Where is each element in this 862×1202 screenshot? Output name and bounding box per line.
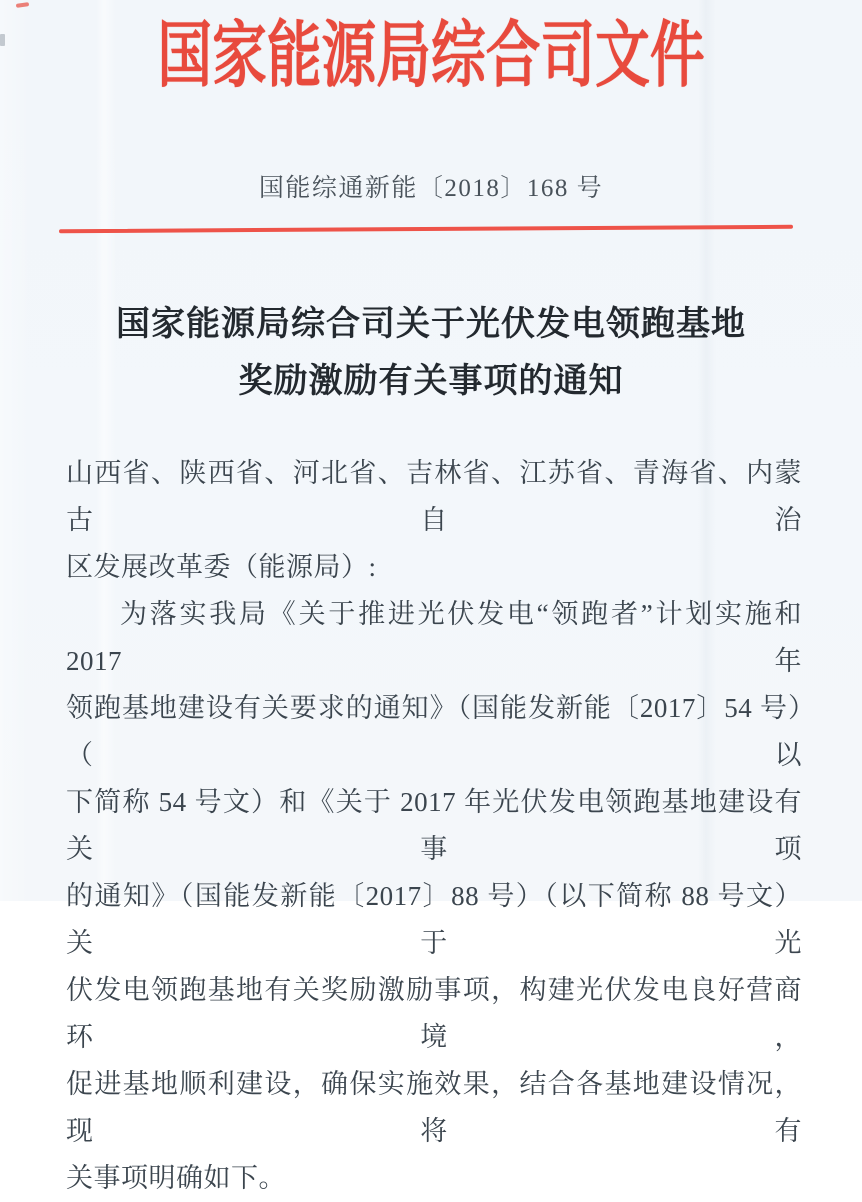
document-body (66, 450, 802, 1202)
document-number: 国能综通新能〔2018〕168 号 (258, 175, 604, 202)
paragraph-line-5: 伏发电领跑基地有关奖励激励事项，构建光伏发电良好营商环境， (66, 975, 802, 1052)
addressee-line-2: 区发展改革委（能源局）: (66, 552, 377, 582)
scan-artifact-red-dash (16, 2, 29, 8)
document-title (0, 296, 862, 410)
document-title-line1: 国家能源局综合司关于光伏发电领跑基地 (116, 306, 746, 343)
masthead-org-title: 国家能源局综合司文件 (157, 16, 705, 96)
document-masthead (0, 14, 862, 98)
paragraph-line-2: 领跑基地建设有关要求的通知》（国能发新能〔2017〕54 号）（以 (66, 693, 802, 770)
paragraph-line-6: 促进基地顺利建设，确保实施效果，结合各基地建设情况，现将有 (66, 1069, 802, 1146)
paragraph-line-7: 关事项明确如下。 (66, 1163, 286, 1193)
document-title-line2: 奖励激励有关事项的通知 (238, 363, 624, 400)
paragraph-line-4: 的通知》（国能发新能〔2017〕88 号）（以下简称 88 号文）关于光 (66, 881, 802, 958)
red-divider-line (59, 225, 793, 233)
paragraph-line-1: 为落实我局《关于推进光伏发电“领跑者”计划实施和 2017 年 (66, 599, 802, 676)
paragraph-line-3: 下简称 54 号文）和《关于 2017 年光伏发电领跑基地建设有关事项 (66, 787, 802, 864)
addressee-line-1: 山西省、陕西省、河北省、吉林省、江苏省、青海省、内蒙古自治 (66, 458, 802, 535)
